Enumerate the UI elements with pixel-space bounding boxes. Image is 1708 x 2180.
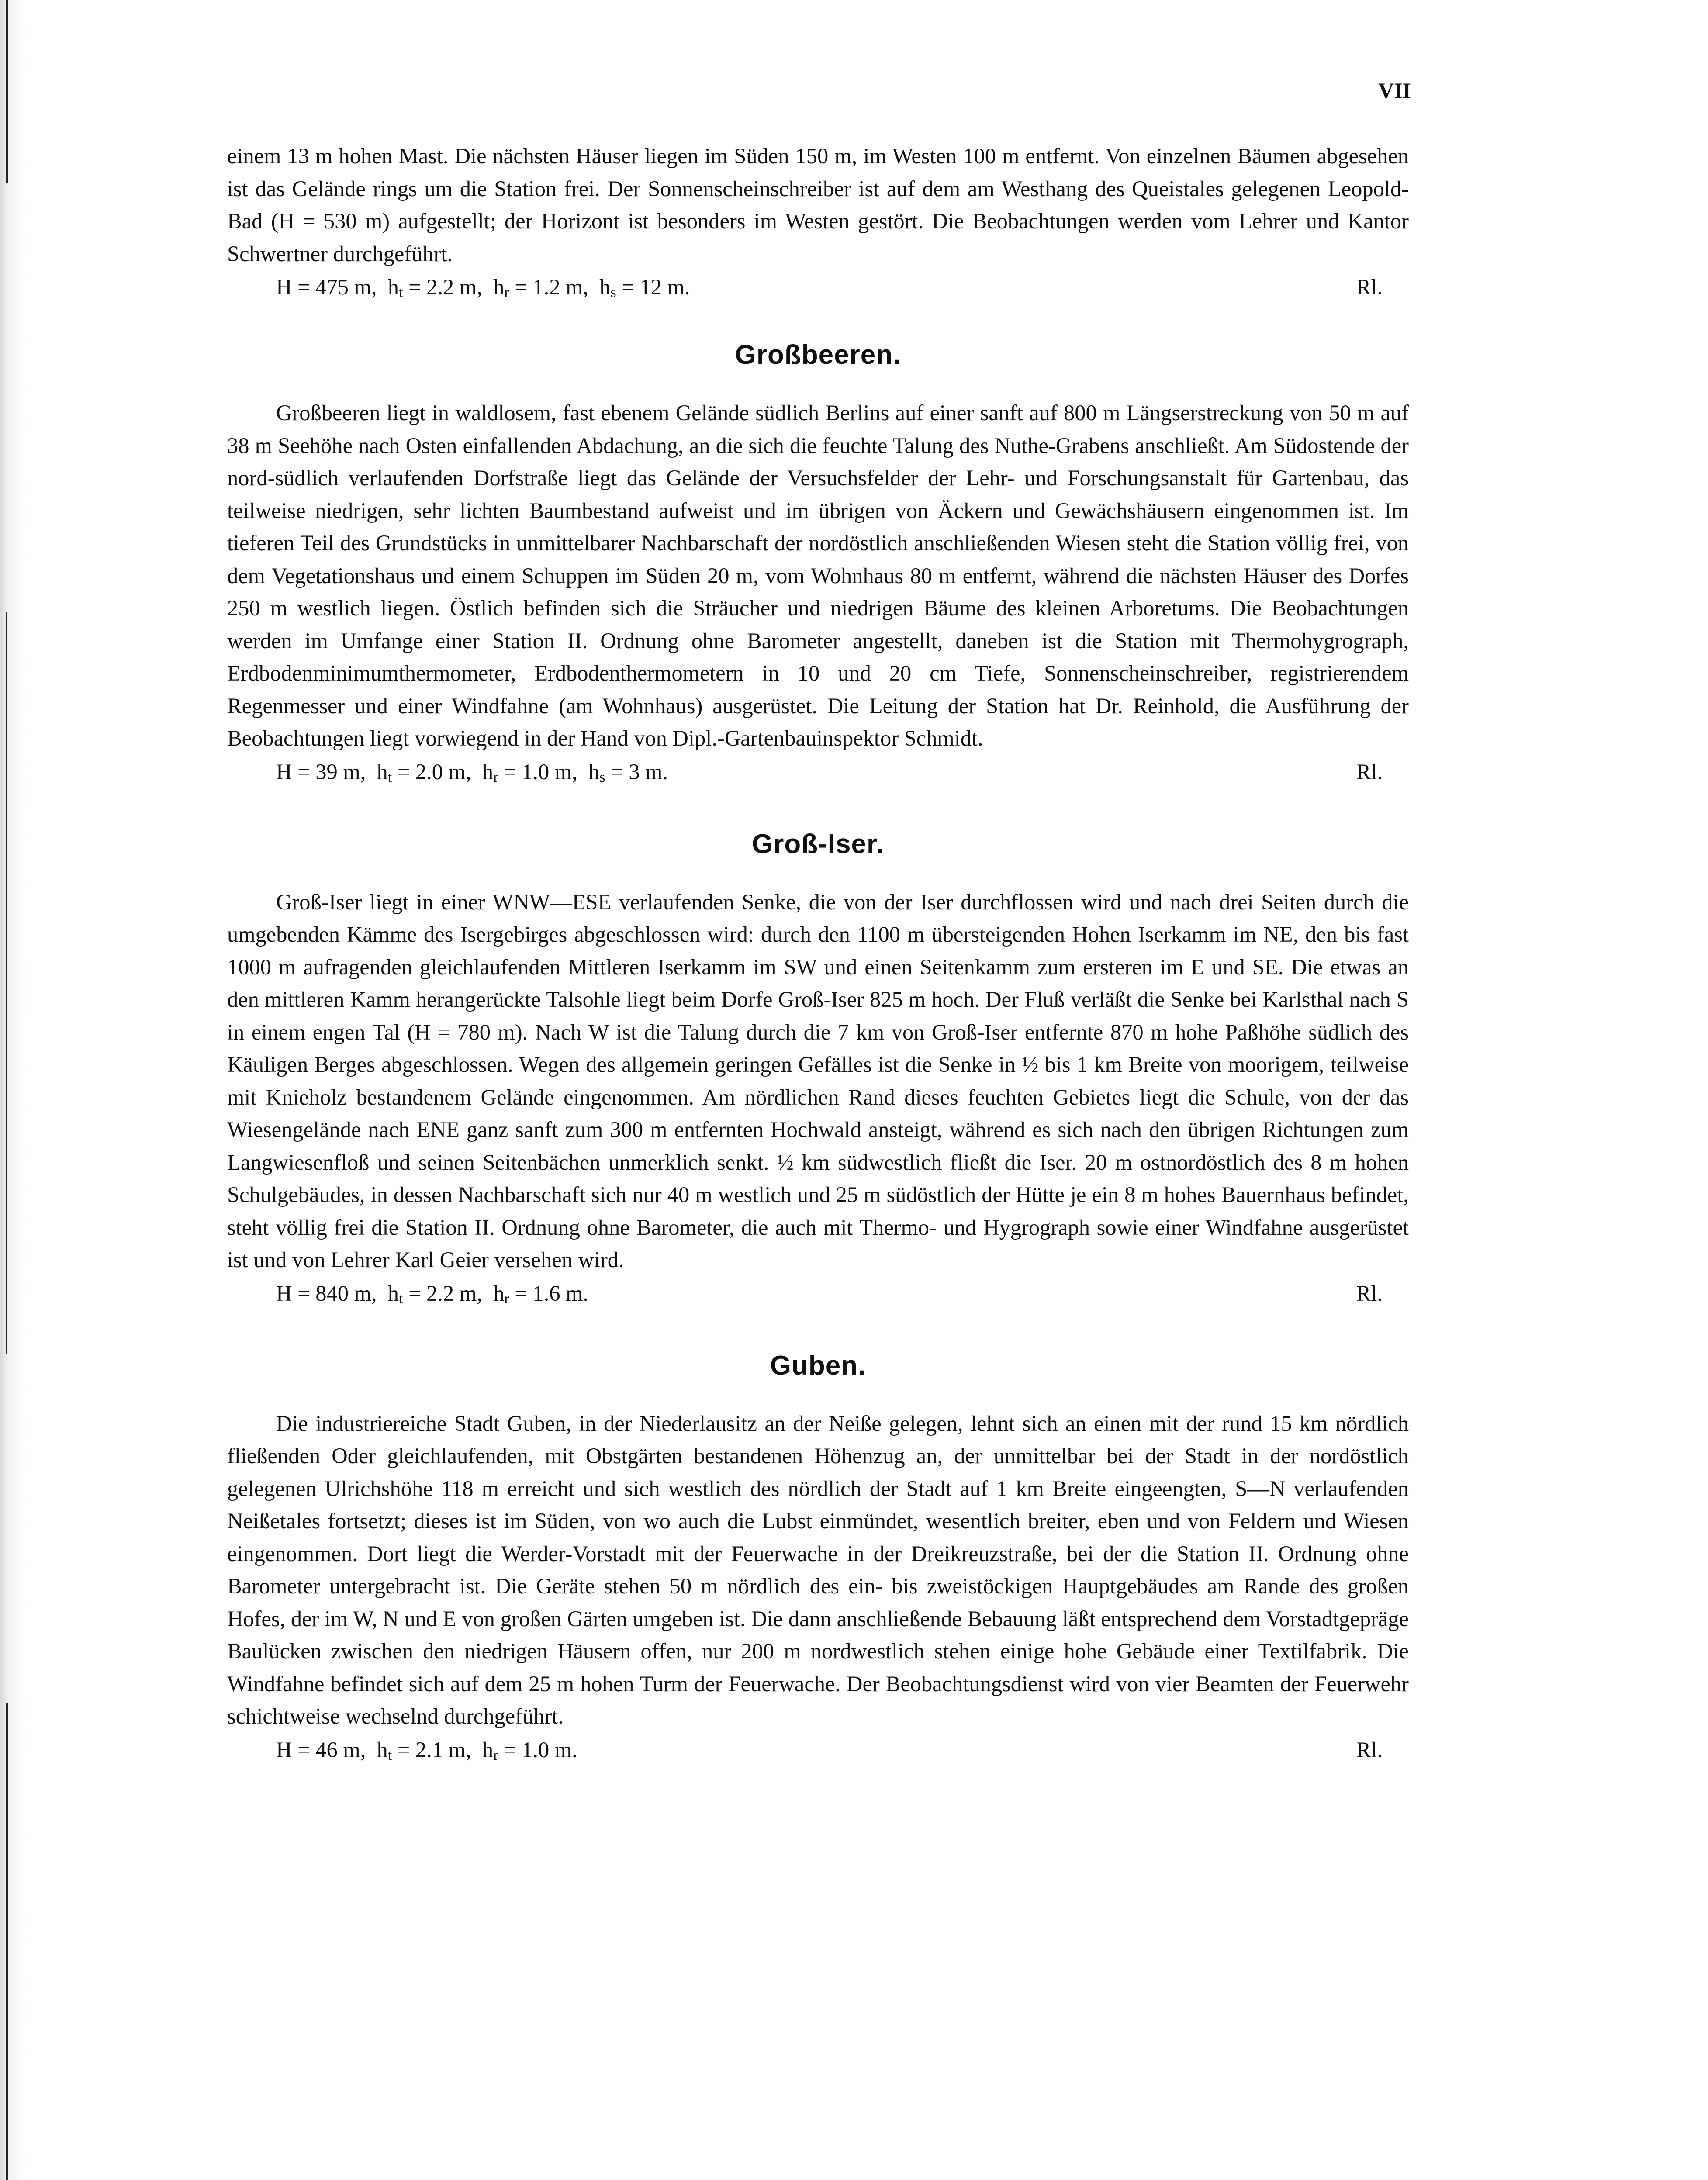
section-paragraph: Großbeeren liegt in waldlosem, fast ebenem Gelände südlich Berlins auf einer sanft auf 800 m Längserstreckung von 50 m auf 38 m Seehöhe nach Osten einfallenden Abdachung, an die sich die feuchte Talung des Nuthe-Grabens anschließt. Am Südostende der nord-südlich verlaufenden Dorfstraße liegt das Gelände der Versuchsfelder der Lehr- und Forschungsanstalt für Gartenbau, das teilweise niedrigen, sehr lichten Baumbestand aufweist und im übrigen von Äckern und Gewächshäusern eingenommen ist. Im tieferen Teil des Grundstücks in unmittelbarer Nachbarschaft der nordöstlich anschließenden Wiesen steht die Station völlig frei, von dem Vegetationshaus und einem Schuppen im Süden 20 m, vom Wohnhaus 80 m entfernt, während die nächsten Häuser des Dorfes 250 m westlich liegen. Östlich befinden sich die Sträucher und niedrigen Bäume des kleinen Arboretums. Die Beobachtungen werden im Umfange einer Station II. Ordnung ohne Barometer angestellt, daneben ist die Station mit Thermohygrograph, Erdbodenminimumthermometer, Erdbodenthermometern in 10 und 20 cm Tiefe, Sonnenscheinschreiber, registrierendem Regenmesser und einer Windfahne (am Wohnhaus) ausgerüstet. Die Leitung der Station hat Dr. Reinhold, die Ausführung der Beobachtungen liegt vorwiegend in der Hand von Dipl.-Gartenbauinspektor Schmidt. [227, 401, 1409, 750]
author-initials: Rl. [1356, 759, 1383, 784]
scan-edge-mark [6, 1703, 8, 2180]
page-body [227, 140, 1409, 1766]
section-paragraph: Groß-Iser liegt in einer WNW—ESE verlaufenden Senke, die von der Iser durchflossen wird und nach drei Seiten durch die umgebenden Kämme des Isergebirges abgeschlossen wird: durch den 1100 m übersteigenden Hohen Iserkamm im NE, den bis fast 1000 m aufragenden gleichlaufenden Mittleren Iserkamm im SW und einen Seitenkamm zum ersteren im E und SE. Die etwas an den mittleren Kamm herangerückte Talsohle liegt beim Dorfe Groß-Iser 825 m hoch. Der Fluß verläßt die Senke bei Karlsthal nach S in einem engen Tal (H = 780 m). Nach W ist die Talung durch die 7 km von Groß-Iser entfernte 870 m hohe Paßhöhe südlich des Käuligen Berges abgeschlossen. Wegen des allgemein geringen Gefälles ist die Senke in ½ bis 1 km Breite von moorigem, teilweise mit Knieholz bestandenem Gelände eingenommen. Am nördlichen Rand dieses feuchten Gebietes liegt die Schule, von der das Wiesengelände nach ENE ganz sanft zum 300 m entfernten Hochwald ansteigt, während es sich nach den übrigen Richtungen zum Langwiesenfloß und seinen Seitenbächen unmerklich senkt. ½ km südwestlich fließt die Iser. 20 m ostnordöstlich des 8 m hohen Schulgebäudes, in dessen Nachbarschaft sich nur 40 m westlich und 25 m südöstlich der Hütte je ein 8 m hohes Bauernhaus befindet, steht völlig frei die Station II. Ordnung ohne Barometer, die auch mit Thermo- und Hygrograph sowie einer Windfahne ausgerüstet ist und von Lehrer Karl Geier versehen wird. [227, 889, 1409, 1272]
section-title: Groß-Iser. [752, 829, 884, 859]
section-title: Großbeeren. [735, 340, 901, 370]
author-initials: Rl. [1356, 275, 1383, 299]
page-number: VII [1378, 78, 1411, 103]
measurement-line: H = 475 m, $h_t = 2.2$ m, $h_r = 1.2$ m, $h_s = 12$ m. Rl. [227, 271, 1409, 303]
section-paragraph: Die industriereiche Stadt Guben, in der Niederlausitz an der Neiße gelegen, lehnt sich an einen mit der rund 15 km nördlich fließenden Oder gleichlaufenden, mit Obstgärten bestandenen Höhenzug an, der unmittelbar bei der Stadt in der nordöstlich gelegenen Ulrichshöhe 118 m erreicht und sich westlich des nördlich der Stadt auf 1 km Breite eingeengten, S—N verlaufenden Neißetales fortsetzt; dieses ist im Süden, von wo auch die Lubst einmündet, wesentlich breiter, eben und von Feldern und Wiesen eingenommen. Dort liegt die Werder-Vorstadt mit der Feuerwache in der Dreikreuzstraße, bei der die Station II. Ordnung ohne Barometer untergebracht ist. Die Geräte stehen 50 m nördlich des ein- bis zweistöckigen Hauptgebäudes am Rande des großen Hofes, der im W, N und E von großen Gärten umgeben ist. Die dann anschließende Bebauung läßt entsprechend dem Vorstadtgepräge Baulücken zwischen den niedrigen Häusern offen, nur 200 m nordwestlich stehen einige hohe Gebäude einer Textilfabrik. Die Windfahne befindet sich auf dem 25 m hohen Turm der Feuerwache. Der Beobachtungsdienst wird von vier Beamten der Feuerwehr schichtweise wechselnd durchgeführt. [227, 1411, 1409, 1728]
continuation-paragraph: einem 13 m hohen Mast. Die nächsten Häuser liegen im Süden 150 m, im Westen 100 m entfernt. Von einzelnen Bäumen abgesehen ist das Gelände rings um die Station frei. Der Sonnenscheinschreiber ist auf dem am Westhang des Queistales gelegenen Leopold-Bad (H = 530 m) aufgestellt; der Horizont ist besonders im Westen gestört. Die Beobachtungen werden vom Lehrer und Kantor Schwertner durchgeführt. [227, 144, 1409, 266]
author-initials: Rl. [1356, 1281, 1383, 1306]
measurement-line: H = 840 m, $h_t = 2.2$ m, $h_r = 1.6$ m. Rl. [227, 1277, 1409, 1309]
scan-edge-mark [6, 0, 8, 183]
scan-edge-shadow [0, 0, 26, 2180]
section-title: Guben. [770, 1350, 866, 1381]
measurement-line: H = 46 m, $h_t = 2.1$ m, $h_r = 1.0$ m. Rl. [227, 1734, 1409, 1766]
measurement-line: H = 39 m, $h_t = 2.0$ m, $h_r = 1.0$ m, $h_s = 3$ m. Rl. [227, 756, 1409, 788]
scan-edge-mark [6, 612, 7, 1354]
author-initials: Rl. [1356, 1737, 1383, 1762]
